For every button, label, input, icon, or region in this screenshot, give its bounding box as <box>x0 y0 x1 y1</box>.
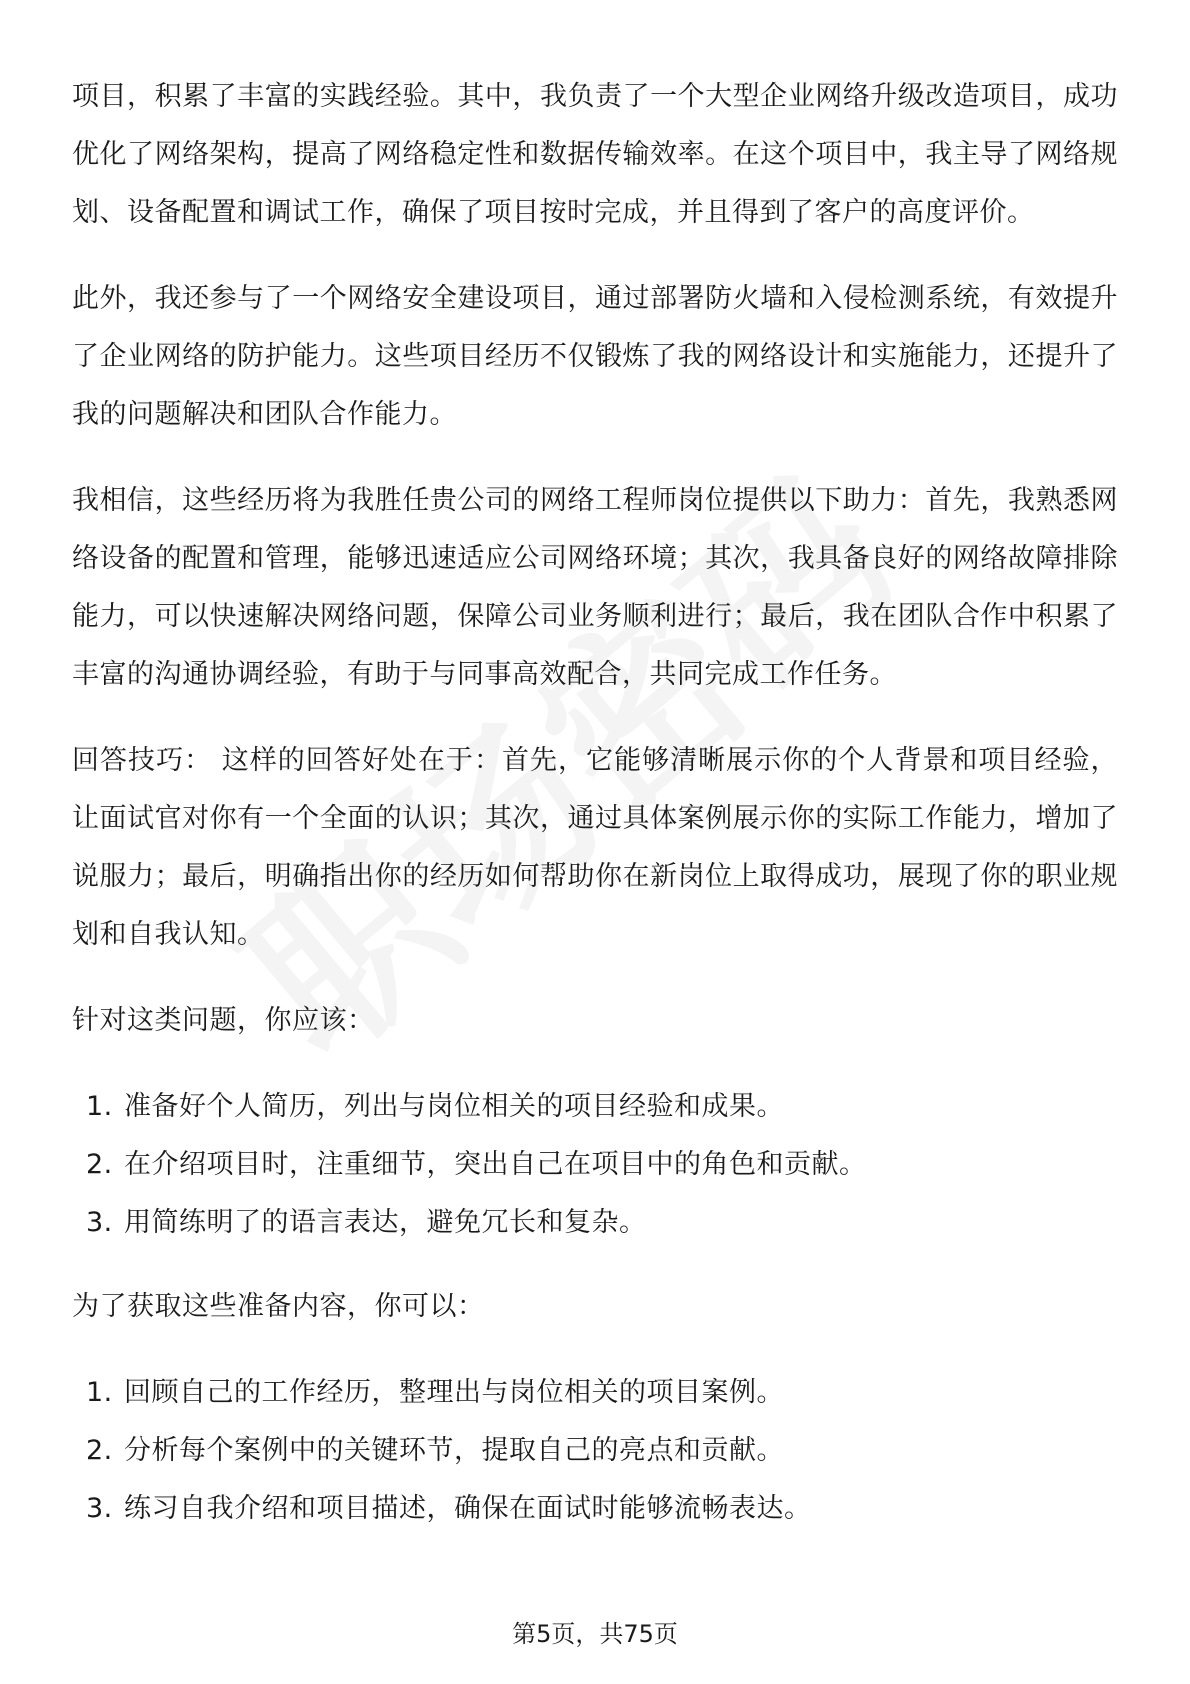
section2-list <box>72 1364 1118 1538</box>
paragraph-project-experience: 项目，积累了丰富的实践经验。其中，我负责了一个大型企业网络升级改造项目，成功优化了网络架构，提高了网络稳定性和数据传输效率。在这个项目中，我主导了网络规划、设备配置和调试工作，确保了项目按时完成，并且得到了客户的高度评价。 <box>72 81 1118 228</box>
list-text: 分析每个案例中的关键环节，提取自己的亮点和贡献。 <box>124 1435 784 1466</box>
list-item <box>86 1480 1118 1538</box>
list-text: 回顾自己的工作经历，整理出与岗位相关的项目案例。 <box>124 1377 784 1408</box>
paragraph-answer-tips: 回答技巧： 这样的回答好处在于：首先，它能够清晰展示你的个人背景和项目经验，让面试官对你有一个全面的认识；其次，通过具体案例展示你的实际工作能力，增加了说服力；最后，明确指出你的经历如何帮助你在新岗位上取得成功，展现了你的职业规划和自我认知。 <box>72 745 1118 950</box>
paragraph-benefits: 我相信，这些经历将为我胜任贵公司的网络工程师岗位提供以下助力：首先，我熟悉网络设备的配置和管理，能够迅速适应公司网络环境；其次，我具备良好的网络故障排除能力，可以快速解决网络问题，保障公司业务顺利进行；最后，我在团队合作中积累了丰富的沟通协调经验，有助于与同事高效配合，共同完成工作任务。 <box>72 485 1118 690</box>
list-number: 3. <box>86 1207 113 1238</box>
list-number: 2. <box>86 1149 113 1180</box>
list-item <box>86 1078 1118 1136</box>
list-number: 2. <box>86 1435 113 1466</box>
list-text: 准备好个人简历，列出与岗位相关的项目经验和成果。 <box>124 1091 784 1122</box>
list-number: 1. <box>86 1091 113 1122</box>
paragraph-security-project: 此外，我还参与了一个网络安全建设项目，通过部署防火墙和入侵检测系统，有效提升了企业网络的防护能力。这些项目经历不仅锻炼了我的网络设计和实施能力，还提升了我的问题解决和团队合作能力。 <box>72 283 1118 430</box>
list-item <box>86 1422 1118 1480</box>
list-item <box>86 1364 1118 1422</box>
list-text: 用简练明了的语言表达，避免冗长和复杂。 <box>124 1207 647 1238</box>
section2-intro: 为了获取这些准备内容，你可以： <box>72 1291 485 1322</box>
list-number: 3. <box>86 1493 113 1524</box>
list-number: 1. <box>86 1377 113 1408</box>
list-item <box>86 1136 1118 1194</box>
document-body <box>72 68 1118 1564</box>
list-text: 练习自我介绍和项目描述，确保在面试时能够流畅表达。 <box>124 1493 812 1524</box>
section1-list <box>72 1078 1118 1252</box>
list-text: 在介绍项目时，注重细节，突出自己在项目中的角色和贡献。 <box>124 1149 867 1180</box>
page-number-footer: 第5页，共75页 <box>512 1620 678 1648</box>
list-item <box>86 1194 1118 1252</box>
section1-intro: 针对这类问题，你应该： <box>72 1005 375 1036</box>
